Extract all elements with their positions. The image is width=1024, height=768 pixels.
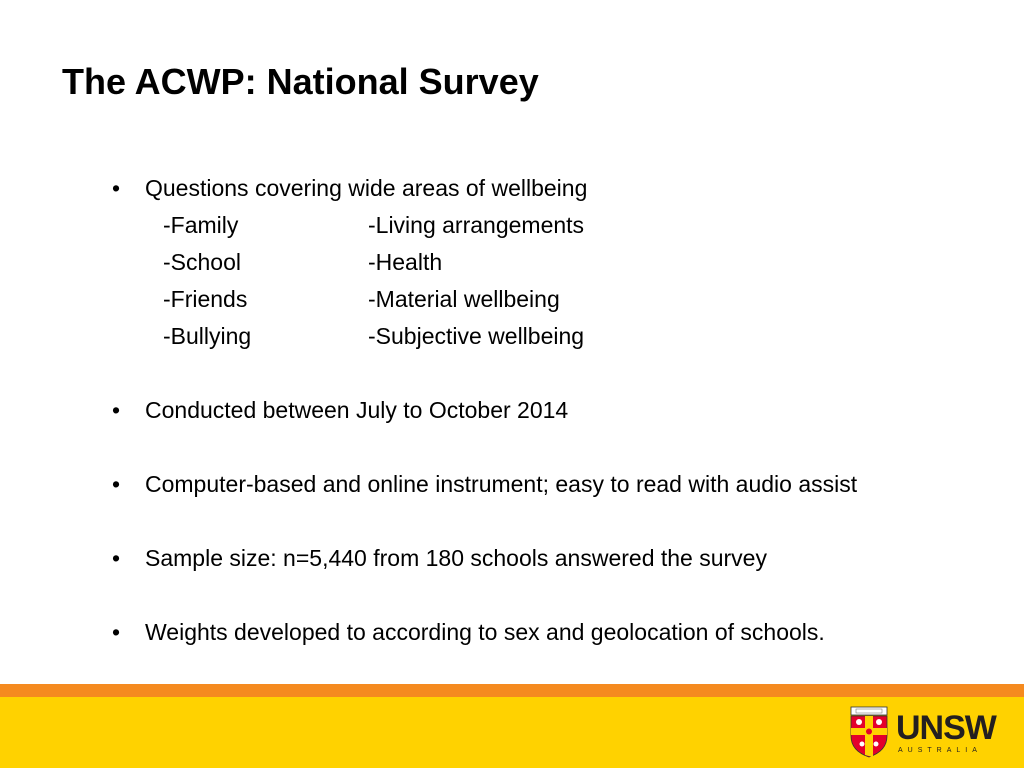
bullet-item: • Computer-based and online instrument; easy to read with audio assist (112, 469, 992, 499)
unsw-wordmark-subtext: AUSTRALIA (898, 746, 982, 754)
unsw-wordmark (896, 708, 996, 754)
wellbeing-area-item: -Bullying (163, 323, 252, 349)
unsw-wordmark-text: UNSW (896, 708, 996, 747)
wellbeing-area-item: -Subjective wellbeing (368, 323, 585, 349)
bullet-item: • Weights developed to according to sex and geolocation of schools. (112, 617, 992, 647)
unsw-crest-icon (850, 706, 888, 758)
wellbeing-areas-grid (163, 210, 992, 351)
wellbeing-area-item: -School (163, 249, 241, 275)
bullet-item: • Sample size: n=5,440 from 180 schools answered the survey (112, 543, 992, 573)
bullet-list (112, 173, 992, 647)
unsw-logo (850, 704, 996, 760)
wellbeing-area-item: -Living arrangements (368, 212, 585, 238)
footer-orange-stripe (0, 684, 1024, 697)
bullet-item: • Conducted between July to October 2014 (112, 395, 992, 425)
bullet-item: • Questions covering wide areas of wellbeing (112, 173, 992, 203)
wellbeing-area-item: -Health (368, 249, 443, 275)
slide-title: The ACWP: National Survey (62, 61, 539, 102)
wellbeing-area-item: -Family (163, 212, 239, 238)
wellbeing-area-item: -Friends (163, 286, 248, 312)
wellbeing-area-item: -Material wellbeing (368, 286, 560, 312)
